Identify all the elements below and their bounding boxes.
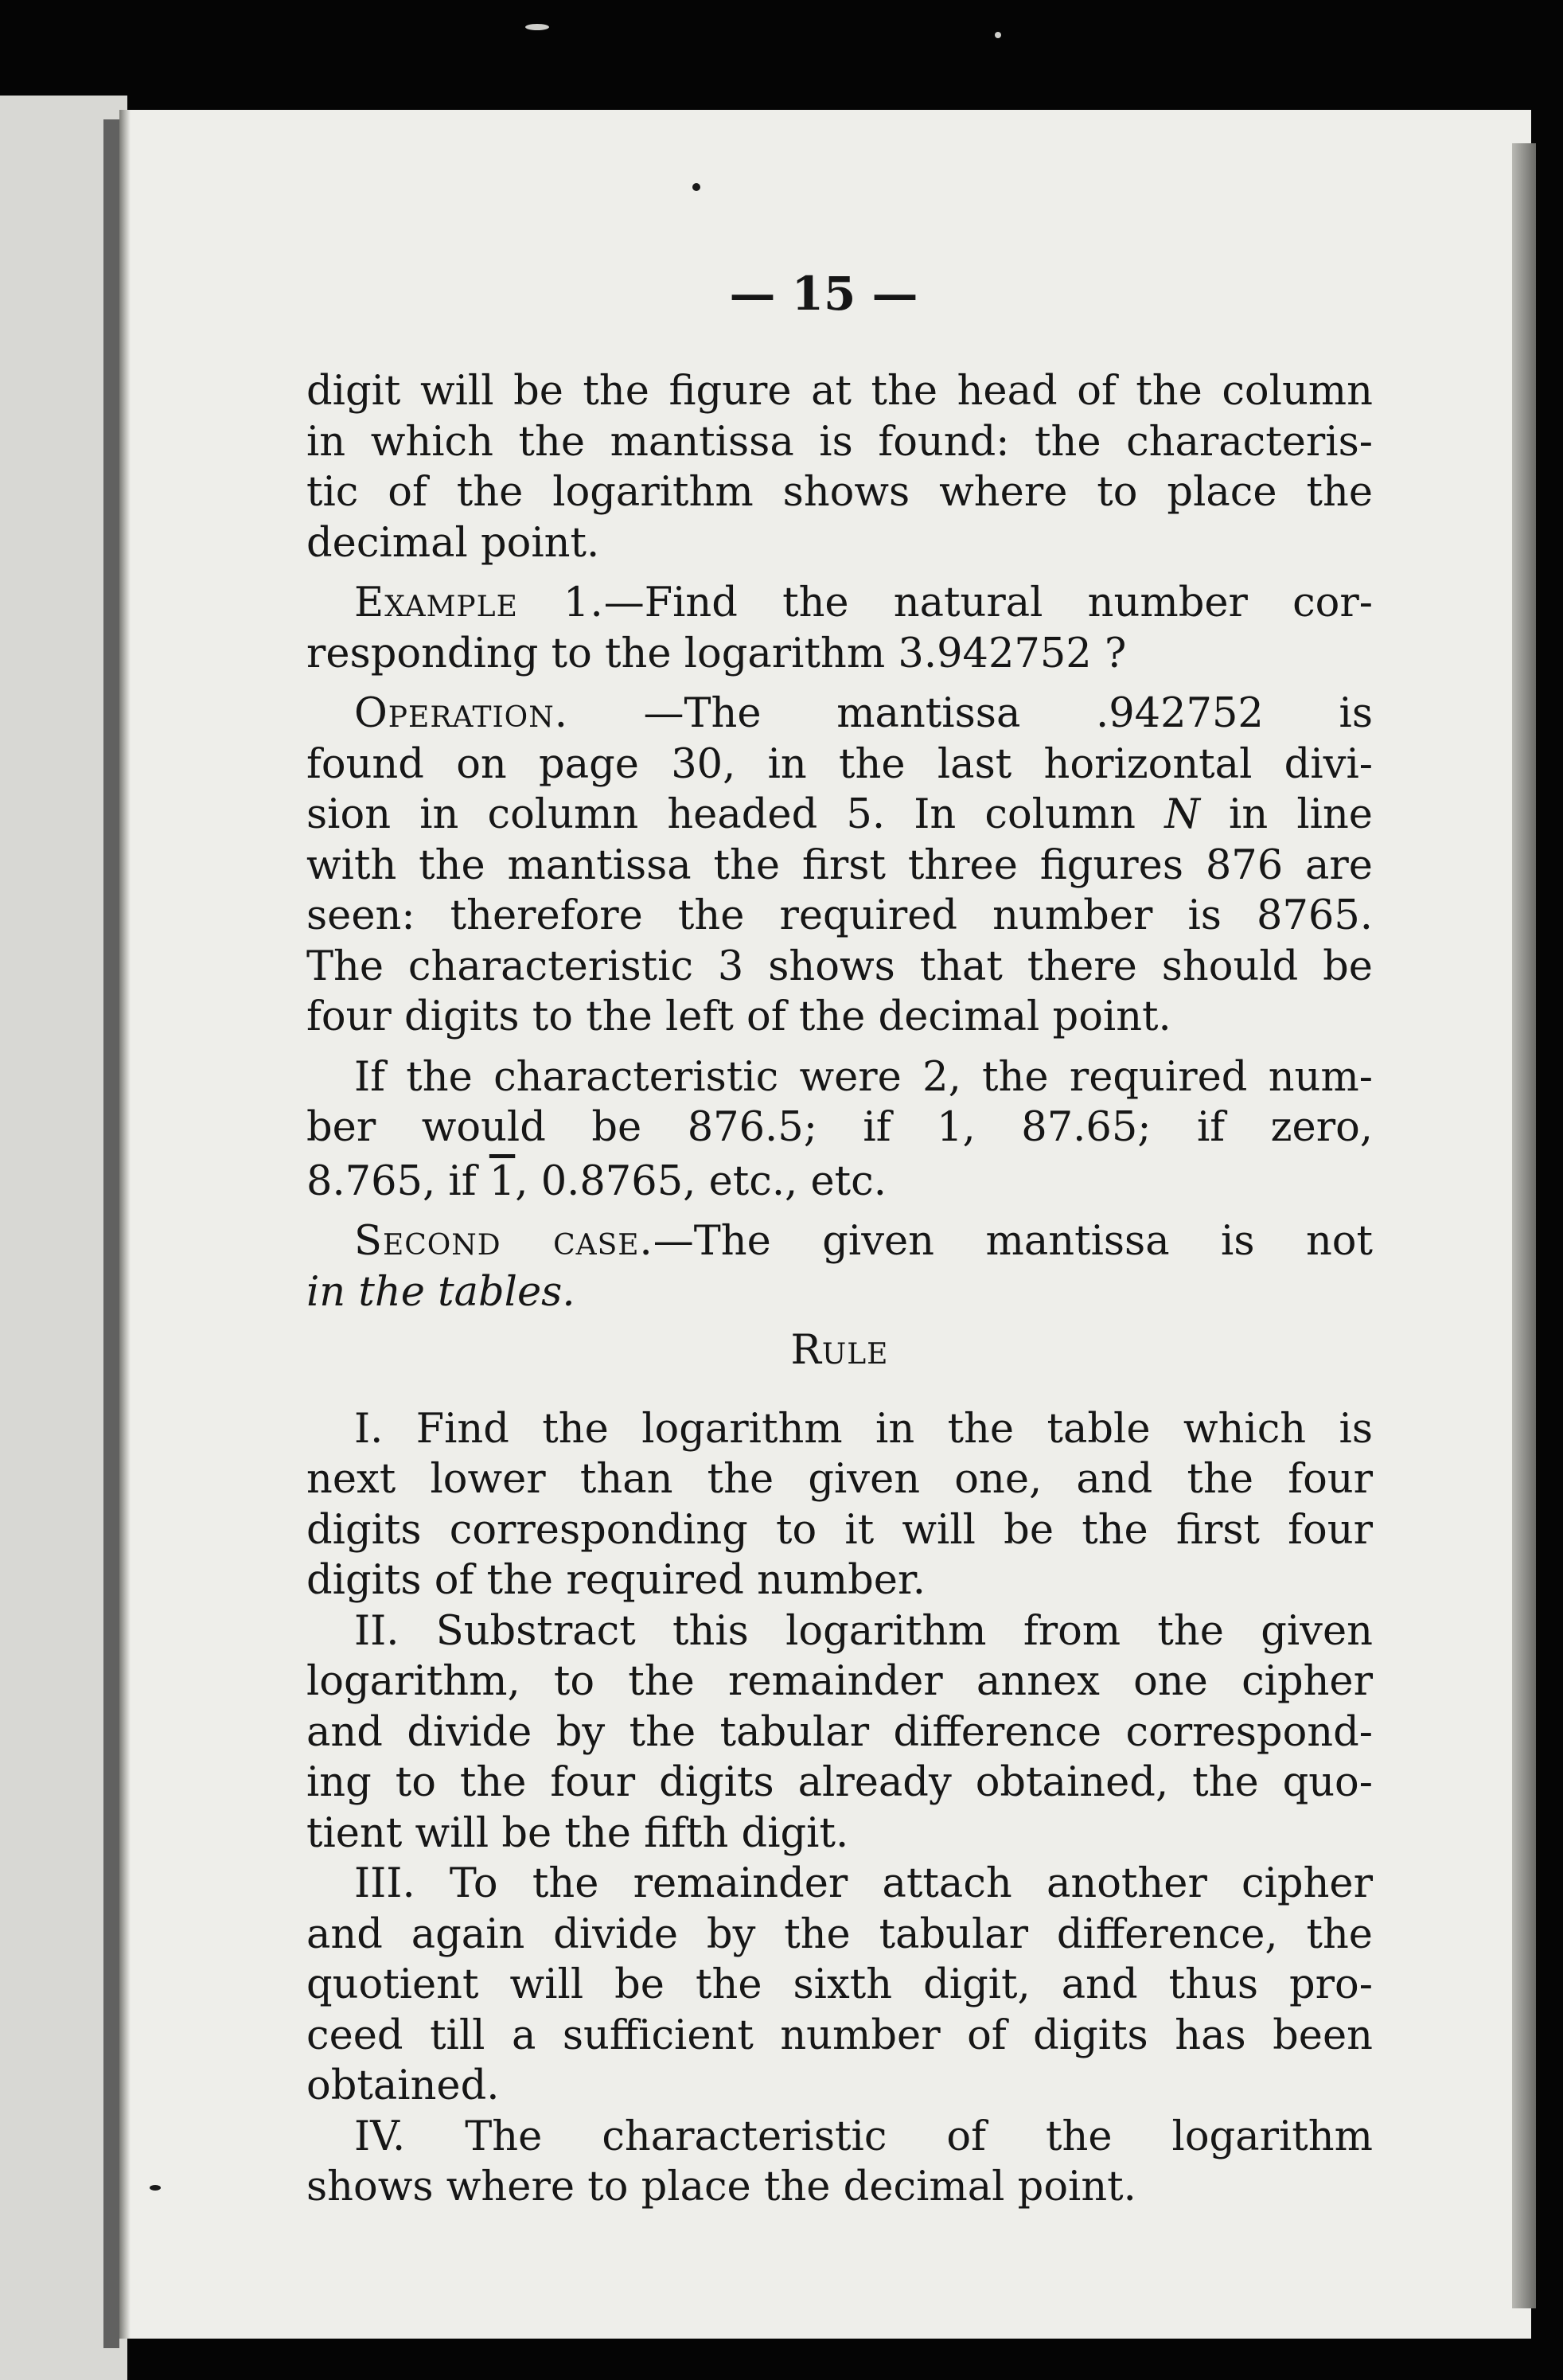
dust-speck [150,2185,161,2191]
text-line: ing to the four digits already obtained, the quo- [306,1759,1373,1806]
paragraph-operation [306,689,1373,1043]
text-line: II. Substract this logarithm from the given [354,1607,1373,1655]
text-line: in the tables. [306,1268,575,1316]
text-line: Example 1.—Find the natural number cor- [354,579,1374,626]
page-text [306,366,1373,2213]
second-case-label: Second case. [354,1218,653,1265]
text-line: Second case.—The given mantissa is not [354,1218,1374,1265]
bar-one: 1 [489,1157,516,1205]
rule-item-3 [306,1859,1373,2112]
text-line: If the characteristic were 2, the required num- [354,1053,1373,1101]
text-line: obtained. [306,2062,500,2109]
text-line: Operation. —The mantissa .942752 is [354,690,1373,737]
text-line: tic of the logarithm shows where to place the [306,469,1373,516]
text-line: 8.765, if 1, 0.8765, etc., etc. [306,1157,887,1205]
text-line: decimal point. [306,519,600,567]
text-line: next lower than the given one, and the four [306,1456,1373,1503]
rule-item-1 [306,1404,1373,1606]
text-line: ceed till a sufficient number of digits has been [306,2011,1373,2059]
example-label: Example 1. [354,579,604,626]
page-gutter [119,110,131,2339]
text-line: and divide by the tabular difference correspond- [306,1708,1373,1756]
text-line: with the mantissa the first three figures 876 are [306,841,1373,889]
text-line: found on page 30, in the last horizontal divi- [306,740,1373,788]
page-number: — 15 — [729,267,918,321]
dust-speck [525,24,549,30]
text-line: IV. The characteristic of the logarithm [354,2113,1373,2160]
text-line: in which the mantissa is found: the characteris- [306,418,1373,466]
rule-item-4 [306,2112,1373,2213]
text-line: seen: therefore the required number is 8765. [306,892,1373,939]
page-right-edge [1512,143,1536,2308]
paragraph-second-case [306,1216,1373,1317]
text-line: The characteristic 3 shows that there should be [306,942,1373,990]
text-line: I. Find the logarithm in the table which is [354,1405,1373,1453]
book-spine-shadow [103,119,119,2348]
dust-speck [995,32,1001,38]
text-line: tient will be the fifth digit. [306,1809,849,1857]
text-line: quotient will be the sixth digit, and thus pro- [306,1961,1373,2008]
text-line: digits of the required number. [306,1557,926,1604]
operation-label: Operation. [354,690,568,737]
paragraph-example [306,578,1373,679]
text-line: digits corresponding to it will be the first four [306,1506,1373,1554]
dust-speck [692,183,700,191]
rule-item-2 [306,1606,1373,1859]
text-line: four digits to the left of the decimal point. [306,993,1171,1040]
text-line: ber would be 876.5; if 1, 87.65; if zero, [306,1104,1373,1151]
text-line: and again divide by the tabular difference, the [306,1910,1373,1958]
text-line: responding to the logarithm 3.942752 ? [306,630,1127,677]
text-line: sion in column headed 5. In column N in line [306,791,1373,838]
rule-heading: Rule [790,1327,889,1374]
text-line: logarithm, to the remainder annex one cipher [306,1658,1373,1705]
text-line: shows where to place the decimal point. [306,2163,1136,2210]
text-line: digit will be the figure at the head of the column [306,368,1373,415]
paragraph-intro [306,366,1373,568]
text-line: III. To the remainder attach another cipher [354,1860,1373,1907]
paragraph-if-characteristic [306,1052,1373,1208]
